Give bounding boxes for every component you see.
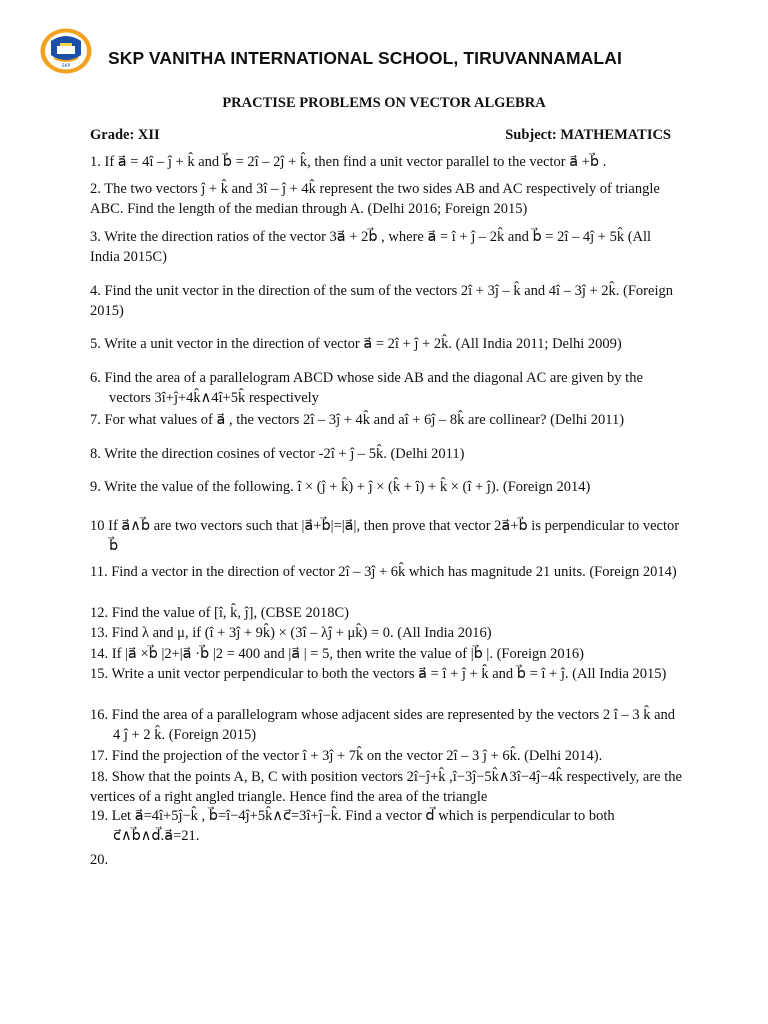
school-logo xyxy=(40,28,92,74)
question-14: 14. If |a⃗ ×b⃗ |2+|a⃗ ·b⃗ |2 = 400 and |a⃗ | = 5, then write the value of |b⃗ |. (Foreign 2016) xyxy=(90,646,584,662)
question-17: 17. Find the projection of the vector î + 3ĵ + 7k̂ on the vector 2î – 3 ĵ + 6k̂. (Delhi 2014). xyxy=(90,748,603,764)
question-2: 2. The two vectors ĵ + k̂ and 3î – ĵ + 4k̂ represent the two sides AB and AC respectively of triangle ABC. Find the length of the median through A. (Delhi 2016; Foreign 2015) xyxy=(90,181,660,217)
question-3: 3. Write the direction ratios of the vector 3a⃗ + 2b⃗ , where a⃗ = î + ĵ – 2k̂ and b⃗ = 2î – 4ĵ + 5k̂ (All India 2015C) xyxy=(90,229,652,265)
question-19: 19. Let a⃗=4î+5ĵ−k̂ , b⃗=î−4ĵ+5k̂∧c⃗=3î+ĵ−k̂. Find a vector d⃗ which is perpendicular to both c⃗∧b⃗∧d⃗.a⃗=21. xyxy=(90,808,615,844)
question-10: 10 If a⃗∧b⃗ are two vectors such that |a⃗+b⃗|=|a⃗|, then prove that vector 2a⃗+b⃗ is perpendicular to vector b⃗ xyxy=(90,518,680,554)
grade-label: Grade: XII xyxy=(90,127,160,143)
question-20: 20. xyxy=(90,852,109,868)
question-16: 16. Find the area of a parallelogram whose adjacent sides are represented by the vectors 2 î – 3 k̂ and 4 ĵ + 2 k̂. (Foreign 2015) xyxy=(90,707,676,743)
question-1: 1. If a⃗ = 4î – ĵ + k̂ and b⃗ = 2î – 2ĵ + k̂, then find a unit vector parallel to the vector a⃗ +b⃗ . xyxy=(90,154,607,170)
question-5: 5. Write a unit vector in the direction of vector a⃗ = 2î + ĵ + 2k̂. (All India 2011; Delhi 2009) xyxy=(90,336,622,352)
question-15: 15. Write a unit vector perpendicular to both the vectors a⃗ = î + ĵ + k̂ and b⃗ = î + ĵ. (All India 2015) xyxy=(90,666,667,682)
question-4: 4. Find the unit vector in the direction of the sum of the vectors 2î + 3ĵ – k̂ and 4î – 3ĵ + 2k̂. (Foreign 2015) xyxy=(90,283,673,319)
question-8: 8. Write the direction cosines of vector -2î + ĵ – 5k̂. (Delhi 2011) xyxy=(90,446,465,462)
subject-label: Subject: MATHEMATICS xyxy=(505,127,671,143)
question-18: 18. Show that the points A, B, C with position vectors 2î−ĵ+k̂ ,î−3ĵ−5k̂∧3î−4ĵ−4k̂ respectively, are the vertices of a right angled triangle. Hence find the area of the triangle xyxy=(90,769,682,805)
question-7: 7. For what values of a⃗ , the vectors 2î – 3ĵ + 4k̂ and aî + 6ĵ – 8k̂ are collinear? (Delhi 2011) xyxy=(90,412,625,428)
school-name: SKP VANITHA INTERNATIONAL SCHOOL, TIRUVANNAMALAI xyxy=(108,48,622,68)
question-6: 6. Find the area of a parallelogram ABCD whose side AB and the diagonal AC are given by the vectors 3î+ĵ+4k̂∧4î+5k̂ respectively xyxy=(90,370,643,406)
question-9: 9. Write the value of the following. î × (ĵ + k̂) + ĵ × (k̂ + î) + k̂ × (î + ĵ). (Foreign 2014) xyxy=(90,479,591,495)
svg-text:SKP: SKP xyxy=(61,64,71,69)
document-title: PRACTISE PROBLEMS ON VECTOR ALGEBRA xyxy=(222,95,546,111)
question-11: 11. Find a vector in the direction of vector 2î – 3ĵ + 6k̂ which has magnitude 21 units. (Foreign 2014) xyxy=(90,564,677,580)
question-12: 12. Find the value of [î, k̂, ĵ], (CBSE 2018C) xyxy=(90,605,349,621)
question-13: 13. Find λ and μ, if (î + 3ĵ + 9k̂) × (3î – λĵ + μk̂) = 0. (All India 2016) xyxy=(90,625,492,641)
